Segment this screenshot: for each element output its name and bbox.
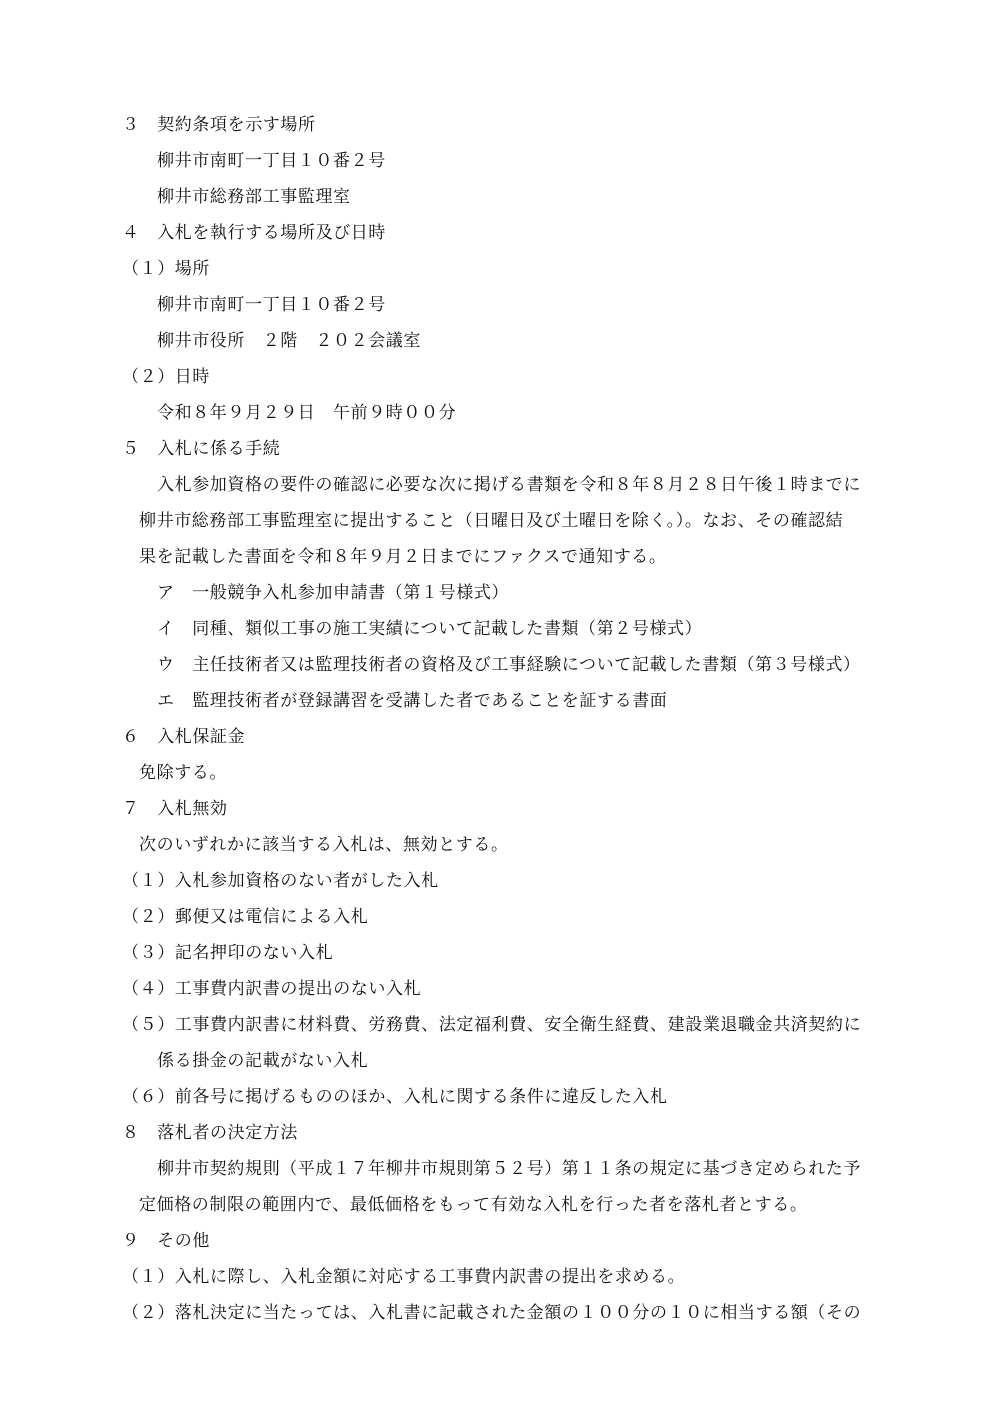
section-9-heading: ９ その他	[122, 1231, 210, 1251]
list-item: （３）記名押印のない入札	[122, 943, 334, 963]
paragraph-line: 次のいずれかに該当する入札は、無効とする。	[139, 835, 509, 855]
subsection-heading: （２）日時	[122, 367, 210, 387]
list-item: （５）工事費内訳書に材料費、労務費、法定福利費、安全衛生経費、建設業退職金共済契約に	[122, 1015, 862, 1035]
list-item: （２）郵便又は電信による入札	[122, 907, 369, 927]
section-6-heading: ６ 入札保証金	[122, 727, 246, 747]
paragraph-line: 免除する。	[139, 763, 227, 783]
paragraph-line: 柳井市契約規則（平成１７年柳井市規則第５２号）第１１条の規定に基づき定められた予	[157, 1159, 861, 1179]
list-item-continuation: 係る掛金の記載がない入札	[157, 1051, 369, 1071]
section-5-heading: ５ 入札に係る手続	[122, 439, 281, 459]
section-7-heading: ７ 入札無効	[122, 799, 228, 819]
paragraph-line: 柳井市総務部工事監理室に提出すること（日曜日及び土曜日を除く。）。なお、その確認結	[139, 511, 844, 531]
list-item: エ 監理技術者が登録講習を受講した者であることを証する書面	[157, 691, 668, 711]
paragraph-line: 果を記載した書面を令和８年９月２日までにファクスで通知する。	[139, 547, 667, 567]
list-item: （６）前各号に掲げるもののほか、入札に関する条件に違反した入札	[122, 1087, 668, 1107]
subsection-heading: （１）場所	[122, 259, 210, 279]
list-item: ウ 主任技術者又は監理技術者の資格及び工事経験について記載した書類（第３号様式）	[157, 655, 861, 675]
list-item: （１）入札参加資格のない者がした入札	[122, 871, 439, 891]
paragraph-line: 定価格の制限の範囲内で、最低価格をもって有効な入札を行った者を落札者とする。	[139, 1195, 808, 1215]
section-3-heading: ３ 契約条項を示す場所	[122, 115, 316, 135]
section-8-heading: ８ 落札者の決定方法	[122, 1123, 298, 1143]
list-item: ア 一般競争入札参加申請書（第１号様式）	[157, 583, 509, 603]
list-item: （１）入札に際し、入札金額に対応する工事費内訳書の提出を求める。	[122, 1267, 686, 1287]
text-line: 令和８年９月２９日 午前９時００分	[157, 403, 457, 423]
paragraph-line: 入札参加資格の要件の確認に必要な次に掲げる書類を令和８年８月２８日午後１時までに	[157, 475, 861, 495]
list-item: （２）落札決定に当たっては、入札書に記載された金額の１００分の１０に相当する額（その	[122, 1303, 862, 1323]
list-item: イ 同種、類似工事の施工実績について記載した書類（第２号様式）	[157, 619, 703, 639]
list-item: （４）工事費内訳書の提出のない入札	[122, 979, 422, 999]
text-line: 柳井市役所 ２階 ２０２会議室	[157, 331, 421, 351]
section-4-heading: ４ 入札を執行する場所及び日時	[122, 223, 386, 243]
text-line: 柳井市総務部工事監理室	[157, 187, 351, 207]
text-line: 柳井市南町一丁目１０番２号	[157, 151, 386, 171]
text-line: 柳井市南町一丁目１０番２号	[157, 295, 386, 315]
